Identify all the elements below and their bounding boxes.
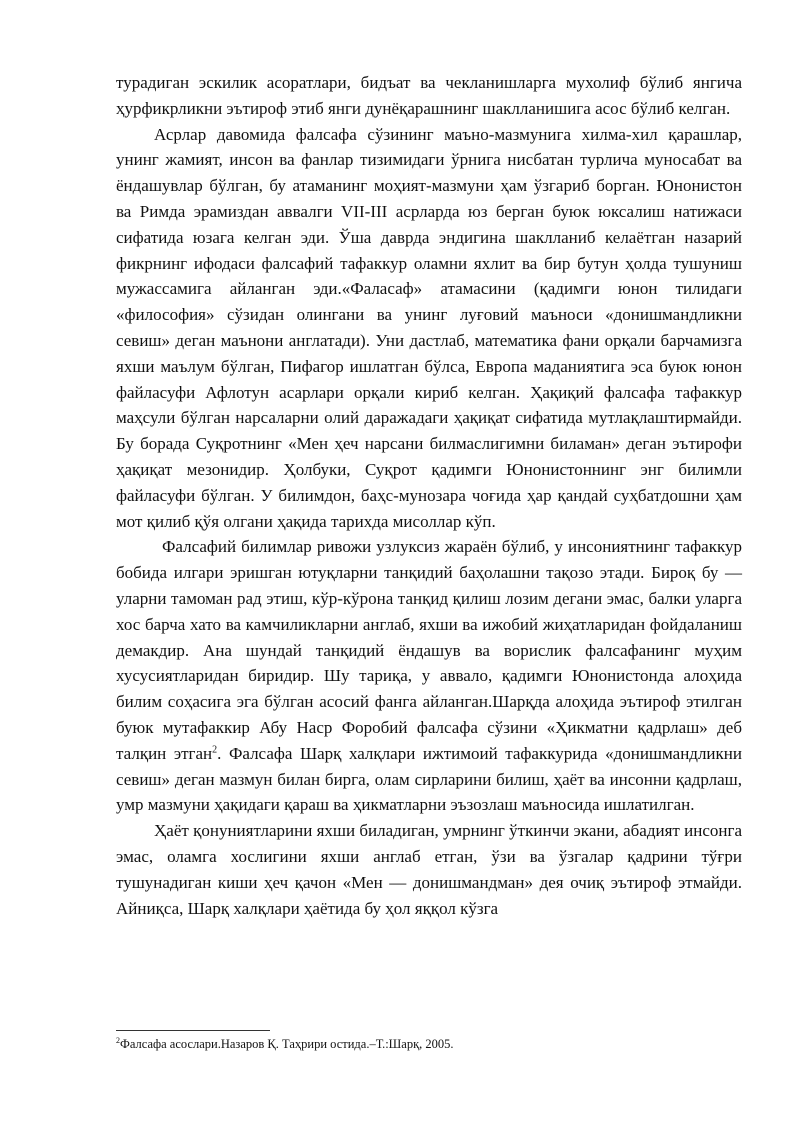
paragraph-continuation: турадиган эскилик асоратлари, бидъат ва чекланишларга мухолиф бўлиб янгича ҳурфикрликни эътироф этиб янги дунёқарашнинг шаклланишига асос бўлиб келган. [116,73,742,118]
paragraph-text-before-ref: Фалсафий билимлар ривожи узлуксиз жараён бўлиб, у инсониятнинг тафаккур бобида илгари эришган ютуқларни танқидий баҳолашни тақозо этади. Бироқ бу — уларни тамоман рад этиш, кўр-кўрона танқид қилиш лозим дегани эмас, балки уларга хос барча хато ва камчиликларни англаб, яхши ва ижобий жиҳатларидан фойдаланиш демакдир. Ана шундай танқидий ёндашув ва ворислик фалсафанинг муҳим хусусиятларидан биридир. Шу тариқа, у аввало, қадимги Юнонистонда алоҳида билим соҳасига эга бўлган асосий фанга айланган.Шарқда алоҳида эътироф этилган буюк мутафаккир Абу Наср Форобий фалсафа сўзини «Ҳикматни қадрлаш» деб талқин этган [116,537,742,763]
paragraph-philosophy-history: Асрлар давомида фалсафа сўзининг маъно-мазмунига хилма-хил қарашлар, унинг жамият, инсон ва фанлар тизимидаги ўрнига нисбатан турлича муносабат ва ёндашувлар бўлган, бу атаманинг моҳият-мазмуни ҳам ўзгариб борган. Юнонистон ва Римда эрамиздан аввалги VII-III асрларда юз берган буюк юксалиш натижаси сифатида юзага келган эди. Ўша даврда эндигина шаклланиб келаётган назарий фикрнинг ифодаси фалсафий тафаккур оламни яхлит ва бир бутун ҳолда тушуниш мужассамига айланган эди.«Фаласаф» атамасини (қадимги юнон тилидаги «философия» сўзидан олингани ва унинг луғовий маъноси «донишмандликни севиш» деган маънони англатади). Уни дастлаб, математика фани орқали барчамизга яхши маълум бўлган, Пифагор ишлатган бўлса, Европа маданиятига эса буюк юнон файласуфи Афлотун асарлари орқали кириб келган. Ҳақиқий фалсафа тафаккур маҳсули бўлган нарсаларни олий даражадаги ҳақиқат сифатида мутлақлаштирмайди. Бу борада Суқротнинг «Мен ҳеч нарсани билмаслигимни биламан» деган эътирофи ҳақиқат мезонидир. Ҳолбуки, Суқрот қадимги Юнонистоннинг энг билимли файласуфи бўлган. У билимдон, баҳс-мунозара чоғида ҳар қандай суҳбатдошни ҳам мот қилиб қўя олгани ҳақида тарихда мисоллар кўп. [116,124,742,531]
paragraph-philosophical-knowledge [116,534,742,818]
footnote-number: 2 [116,1035,120,1045]
footnote-text: Фалсафа асослари.Назаров Қ. Таҳрири остида.–Т.:Шарқ, 2005. [120,1037,454,1051]
footnote-divider [116,1030,270,1031]
paragraph-text-after-ref: . Фалсафа Шарқ халқлари ижтимоий тафаккурида «донишмандликни севиш» деган мазмун билан бирга, олам сирларини билиш, ҳаёт ва инсонни қадрлаш, умр мазмуни ҳақидаги қараш ва ҳикматларни эъзозлаш маъносида ишлатилган. [116,743,742,815]
footnote-reference[interactable]: 2 [212,744,218,756]
document-page [116,70,742,921]
paragraph-life-laws: Ҳаёт қонуниятларини яхши биладиган, умрнинг ўткинчи экани, абадият инсонга эмас, оламга хослигини яхши англаб етган, ўзи ва ўзгалар қадрини тўғри тушунадиган киши ҳеч қачон «Мен — донишмандман» дея очиқ эътироф этмайди. Айниқса, Шарқ халқлари ҳаётида бу ҳол яққол кўзга [116,821,742,918]
footnote [116,1036,742,1052]
